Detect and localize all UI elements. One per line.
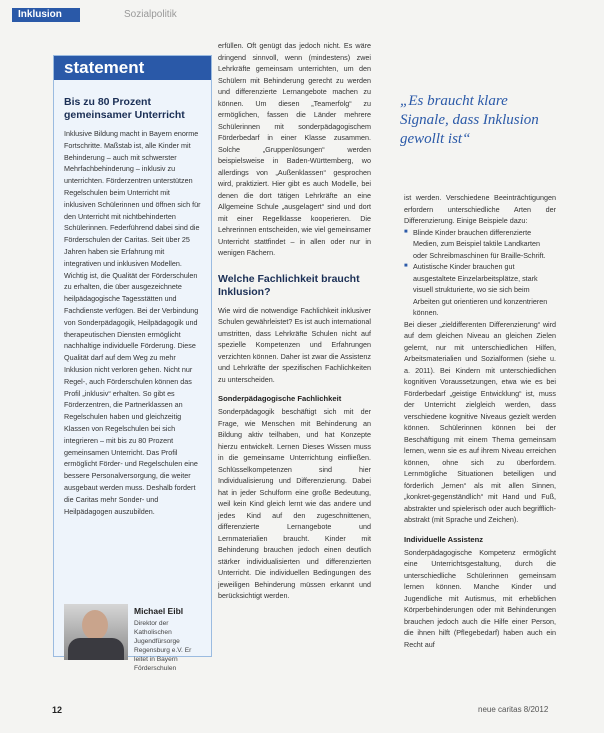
statement-title: Bis zu 80 Prozent gemeinsamer Unterricht [64, 96, 185, 121]
list-item: ■ Blinde Kinder brauchen differenzierte Medien, zum Beispiel taktile Landkarten oder Schreibmaschinen für Braille-Schrift. [404, 227, 556, 262]
column3-intro: ist werden. Verschiedene Beeinträchtigungen erfordern unterschiedliche Arten der Differenzierung. Einige Beispiele dazu: [404, 193, 556, 225]
author-photo [64, 604, 128, 660]
column2-subheading: Sonderpädagogische Fachlichkeit [218, 394, 342, 403]
statement-heading: statement [54, 56, 211, 80]
column2-intro: erfüllen. Oft genügt das jedoch nicht. Es wäre dringend sinnvoll, wenn (mindestens) zwei Lehrkräfte gemeinsam unterrichten, um den Schülern mit Behinderung gerecht zu werden und differenzierte Lernangebote machen zu können. Um diesen „Teamerfolg“ zu ermöglichen, fassen die Länder mehrere Schülerinnen mit sonderpädagogischem Förderbedarf in einer Klasse zusammen. Solche „Gruppenlösungen“ werden beispielsweise in Baden-Württemberg, wo allerdings von „Außenklassen“ gesprochen wird, praktiziert. Hier gibt es auch Modelle, bei denen die dort tätigen Lehrkräfte an eine Allgemeine Schule „ausgelagert“ sind und dort mit einer Regelklasse kooperieren. Die Lehrerinnen entscheiden, wie viel gemeinsamer Unterricht stattfindet – in allen oder nur in wenigen Fächern. [218, 41, 371, 257]
author-face [82, 610, 108, 640]
pull-quote: „Es braucht klare Signale, dass Inklusion gewollt ist“ [400, 93, 539, 147]
list-item: ■ Autistische Kinder brauchen gut ausgestaltete Einzelarbeitsplätze, stark visuell strukturierte, wo sie sich beim Arbeiten gut orientieren und konzentrieren können. [404, 261, 556, 319]
column2-heading: Welche Fachlichkeit braucht Inklusion? [218, 272, 360, 298]
column3-paragraph-2: Sonderpädagogische Kompetenz ermöglicht eine Unterrichtsgestaltung, durch die unterschiedliche Schülerinnen gemeinsam lernen können. Manche Kinder und Jugendliche mit Autismus, mit erheblichen Körperbehinderungen oder mit Behinderungen brauchen jedoch auch die Hilfe einer Person, die ihnen hilft (Pflegebedarf) haben auch ein Recht auf [404, 547, 556, 649]
column2-paragraph: Wie wird die notwendige Fachlichkeit inklusiver Schulen gewährleistet? Es ist auch international umstritten, dass Lehrkräfte Schulen nicht auf spezielle Kompetenzen und Erfahrungen verzichten können. Daher ist zwar die Assistenz und Lehrkräfte der spezifischen Fachlichkeiten zu unterscheiden. [218, 305, 371, 384]
author-caption [134, 606, 206, 673]
section-label: Sozialpolitik [124, 9, 177, 20]
column2-paragraph-2: Sonderpädagogik beschäftigt sich mit der Frage, wie Menschen mit Behinderung an Bildung aktiv teilhaben, und hat Konzepte hierzu entwickelt. Lernen Dieses Wissen muss in die gemeinsame Unterrichtung einfließen. Schlüsselkompetenzen sind hier Individualisierung und Differenzierung. Dabei hat in jeder Schulform eine große Bedeutung, weil kein Kind gleich lernt wie das andere und jedes Kind auf den zugeschnittenen, differenzierte Lernangebote und Lernmaterialien braucht. Kinder mit Behinderung brauchen jedoch einen deutlich stärker individualisierten und differenzierten Unterricht. Die individuellen Bedingungen des jeweiligen Behinderung müssen erkannt und berücksichtigt werden. [218, 407, 371, 600]
page-number: 12 [52, 705, 63, 715]
statement-body: Inklusive Bildung macht in Bayern enorme Fortschritte. Maßstab ist, alle Kinder mit Behinderung – auch mit schwerster Mehrfachbehinderung – inklusiv zu unterrichten. Förderzentren unterstützen Regelschulen beim Unterricht mit inklusiven Schülerinnen und öffnen sich für den Unterricht mit nichtbehinderten Schülerinnen. Federführend dabei sind die Förderschulen der Caritas. Seit über 25 Jahren haben sie Erfahrung mit integrativen und inklusiven Modellen. Wichtig ist, die Qualität der Förderschulen zu erhalten, die über ausgezeichnete heilpädagogische Tagesstätten und Fachdienste verfügen. Bei der Verbindung von Sonderpädagogik, Heilpädagogik und therapeutischen Diensten ermöglicht nachhaltige individuelle Förderung. Diese Qualität darf auf dem Weg zu mehr Inklusion nicht verloren gehen. Nicht nur Regel-, auch Förderschulen können das Profil „inklusiv“ erhalten. So gibt es Förderzentren, die Partnerklassen an Regelschulen haben und gleichzeitig Klassen von Regelschulen bei sich integrieren – mit bis zu 80 Prozent gemeinsamen Unterricht. Das Profil ermöglicht Förder- und Regelschulen eine bessere Personalversorgung, die weiter ausgebaut werden muss. Deshalb fordert die Caritas mehr Sonder- und Heilpädagogen auszubilden. [64, 129, 201, 516]
author-name: Michael Eibl [134, 606, 184, 616]
section-tab: Inklusion [12, 8, 80, 22]
bullet-list [404, 227, 556, 319]
page-header [0, 0, 604, 26]
magazine-issue: neue caritas 8/2012 [478, 705, 549, 714]
author-suit [68, 638, 124, 660]
article-column-right [404, 192, 556, 692]
statement-box [53, 55, 212, 672]
column3-paragraph: Bei dieser „zieldifferenten Differenzierung“ wird auf dem gleichen Niveau an gleichen Zielen gelernt, nur mit unterschiedlichen Hilfen, Arbeitsmaterialien und Sozialformen (siehe u. a. 2011). Bei Kindern mit unterschiedlichen kognitiven Voraussetzungen, etwa wie es bei Förderbedarf „geistige Entwicklung“ ist, muss der Unterricht zielgleich werden, dass verschiedene kognitive Niveaus gezielt werden können. Schülerinnen können bei der Beschäftigung mit einem Thema gemeinsam lernen, wenn sie es auf ihrem Niveau erreichen können, ohne sich zu überfordern. Lernmögliche Situationen beteiligen und förderlich „lernen“ als mit allen Sinnen, „konkret-gegenständlich“ mit Hand und Fuß, abstrakter und spielerisch oder auch begrifflich-abstrakt (mit Sprache und Zeichen). [404, 319, 556, 524]
article-column-middle [218, 40, 371, 690]
column3-subheading: Individuelle Assistenz [404, 534, 484, 544]
author-role: Direktor der Katholischen Jugendfürsorge Regensburg e.V. Er leitet in Bayern Förderschulen [134, 620, 192, 672]
